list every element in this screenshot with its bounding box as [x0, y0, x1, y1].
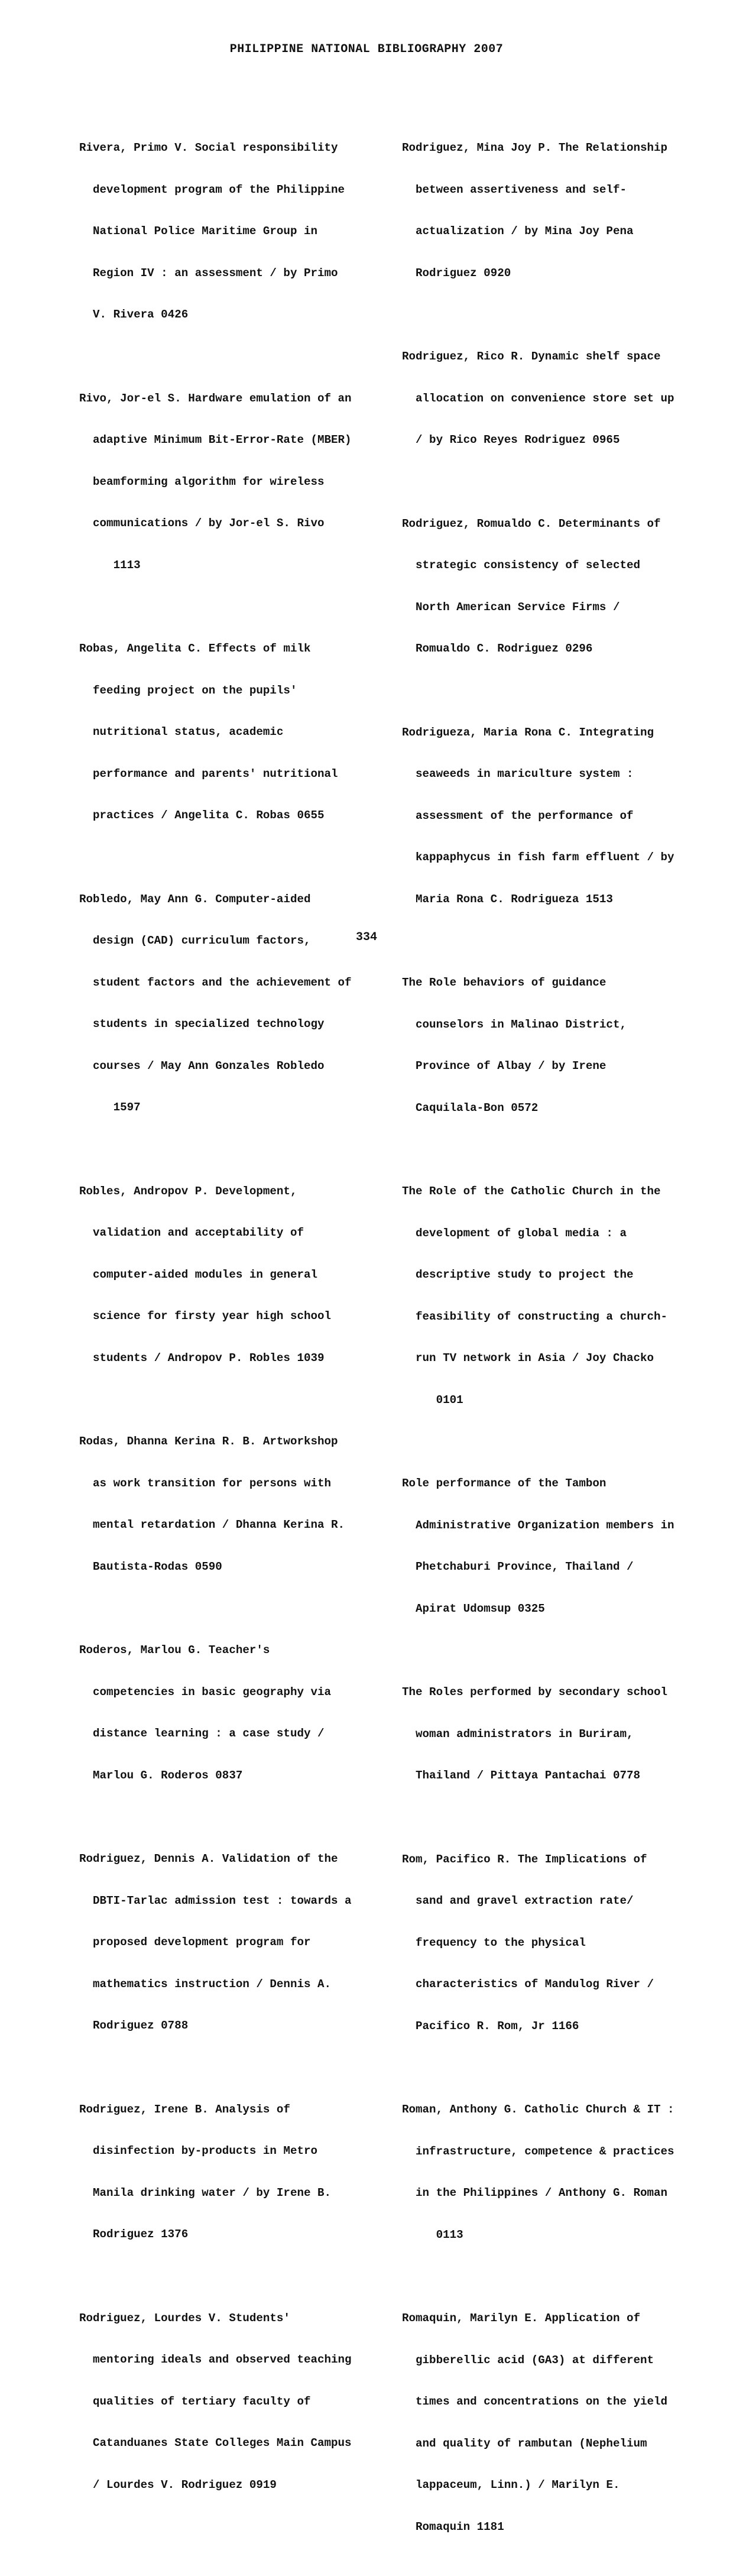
entry-line: courses / May Ann Gonzales Robledo	[79, 1059, 325, 1072]
entry-line: science for firsty year high school	[79, 1310, 332, 1323]
entry-line: design (CAD) curriculum factors,	[79, 934, 311, 947]
entry-line: 1113	[79, 558, 141, 572]
bibliography-entry	[402, 322, 715, 475]
entry-line: in the Philippines / Anthony G. Roman	[402, 2186, 668, 2199]
entry-line: mental retardation / Dhanna Kerina R.	[79, 1518, 345, 1531]
bibliography-entry	[402, 114, 715, 308]
entry-line: actualization / by Mina Joy Pena	[402, 225, 634, 238]
entry-line: strategic consistency of selected	[402, 559, 641, 572]
entry-line: Robles, Andropov P. Development,	[79, 1184, 297, 1198]
bibliography-entry	[402, 948, 715, 1143]
entry-line: Rodriguez 0920	[402, 266, 511, 280]
bibliography-entry	[402, 1658, 715, 1811]
entry-line: students in specialized technology	[79, 1018, 325, 1031]
entry-line: Rodriguez, Mina Joy P. The Relationship	[402, 141, 668, 154]
bibliography-entry	[402, 1157, 715, 1435]
entry-line: kappaphycus in fish farm effluent / by	[402, 851, 674, 864]
entry-line: Rodriguez, Rico R. Dynamic shelf space	[402, 350, 661, 363]
entry-line: Apirat Udomsup 0325	[402, 1602, 545, 1615]
entry-line: 0101	[402, 1393, 463, 1407]
page-title: PHILIPPINE NATIONAL BIBLIOGRAPHY 2007	[229, 43, 504, 56]
entry-line: lappaceum, Linn.) / Marilyn E.	[402, 2478, 620, 2491]
entry-line: Rodas, Dhanna Kerina R. B. Artworkshop	[79, 1435, 338, 1448]
bibliography-entry	[79, 865, 393, 1143]
bibliography-entry	[79, 1157, 393, 1394]
entry-line: 1597	[79, 1101, 141, 1114]
entry-line: Robledo, May Ann G. Computer-aided	[79, 892, 311, 906]
entry-line: Rivera, Primo V. Social responsibility	[79, 141, 338, 154]
entry-line: 0113	[402, 2228, 463, 2241]
entry-line: Roman, Anthony G. Catholic Church & IT :	[402, 2103, 674, 2116]
entry-line: Romaquin 1181	[402, 2520, 504, 2533]
entry-line: beamforming algorithm for wireless	[79, 475, 325, 488]
entry-line: DBTI-Tarlac admission test : towards a	[79, 1894, 352, 1907]
entry-line: National Police Maritime Group in	[79, 225, 318, 238]
entry-line: allocation on convenience store set up	[402, 391, 674, 405]
entry-line: validation and acceptability of	[79, 1226, 304, 1239]
entry-line: run TV network in Asia / Joy Chacko	[402, 1352, 654, 1365]
bibliography-entry	[402, 1449, 715, 1644]
entry-line: Pacifico R. Rom, Jr 1166	[402, 2019, 579, 2033]
entry-line: and quality of rambutan (Nephelium	[402, 2436, 647, 2450]
entry-line: development of global media : a	[402, 1226, 627, 1240]
entry-line: The Role of the Catholic Church in the	[402, 1185, 661, 1198]
entry-line: Rodriguez 1376	[79, 2228, 189, 2241]
entry-line: proposed development program for	[79, 1936, 311, 1949]
entry-line: characteristics of Mandulog River /	[402, 1978, 654, 1991]
entry-line: Maria Rona C. Rodrigueza 1513	[402, 892, 613, 906]
bibliography-entry	[79, 1407, 393, 1602]
bibliography-entry	[402, 698, 715, 935]
entry-line: competencies in basic geography via	[79, 1685, 332, 1699]
entry-line: communications / by Jor-el S. Rivo	[79, 517, 325, 530]
bibliography-entry	[79, 364, 393, 601]
entry-line: qualities of tertiary faculty of	[79, 2394, 311, 2408]
entry-line: Rodrigueza, Maria Rona C. Integrating	[402, 725, 654, 739]
left-column	[79, 114, 393, 2534]
entry-line: Rom, Pacifico R. The Implications of	[402, 1852, 647, 1866]
entry-line: mentoring ideals and observed teaching	[79, 2353, 352, 2366]
bibliography-entry	[402, 490, 715, 684]
page-number: 334	[355, 931, 377, 944]
entry-line: Region IV : an assessment / by Primo	[79, 266, 338, 280]
entry-line: practices / Angelita C. Robas 0655	[79, 809, 325, 822]
bibliography-entry	[79, 114, 393, 350]
entry-line: counselors in Malinao District,	[402, 1018, 627, 1031]
right-column	[402, 114, 715, 2576]
entry-line: Caquilala-Bon 0572	[402, 1101, 539, 1114]
entry-line: nutritional status, academic	[79, 725, 284, 738]
entry-line: student factors and the achievement of	[79, 976, 352, 989]
entry-line: Thailand / Pittaya Pantachai 0778	[402, 1769, 641, 1782]
entry-line: Administrative Organization members in	[402, 1518, 674, 1532]
entry-line: / by Rico Reyes Rodriguez 0965	[402, 433, 620, 446]
entry-line: infrastructure, competence & practices	[402, 2144, 674, 2158]
entry-line: North American Service Firms /	[402, 600, 620, 614]
entry-line: Rivo, Jor-el S. Hardware emulation of an	[79, 391, 352, 405]
entry-line: adaptive Minimum Bit-Error-Rate (MBER)	[79, 433, 352, 446]
entry-line: Phetchaburi Province, Thailand /	[402, 1560, 634, 1573]
entry-line: woman administrators in Buriram,	[402, 1727, 634, 1741]
entry-line: Manila drinking water / by Irene B.	[79, 2186, 332, 2199]
entry-line: disinfection by-products in Metro	[79, 2144, 318, 2157]
bibliography-entry	[402, 2075, 715, 2270]
entry-line: descriptive study to project the	[402, 1268, 634, 1281]
entry-line: seaweeds in mariculture system :	[402, 767, 634, 780]
entry-line: computer-aided modules in general	[79, 1268, 318, 1281]
entry-line: development program of the Philippine	[79, 183, 345, 196]
bibliography-entry	[402, 1825, 715, 2062]
entry-line: / Lourdes V. Rodriguez 0919	[79, 2478, 277, 2491]
entry-line: assessment of the performance of	[402, 809, 634, 822]
bibliography-entry	[79, 614, 393, 851]
entry-line: gibberellic acid (GA3) at different	[402, 2353, 654, 2367]
entry-line: performance and parents' nutritional	[79, 767, 338, 780]
entry-line: Rodriguez 0788	[79, 2019, 189, 2032]
entry-line: The Roles performed by secondary school	[402, 1686, 668, 1699]
entry-line: times and concentrations on the yield	[402, 2395, 668, 2408]
entry-line: Romaquin, Marilyn E. Application of	[402, 2312, 641, 2325]
entry-line: Catanduanes State Colleges Main Campus	[79, 2436, 352, 2449]
entry-line: frequency to the physical	[402, 1936, 586, 1949]
entry-line: as work transition for persons with	[79, 1476, 332, 1490]
entry-line: Robas, Angelita C. Effects of milk	[79, 642, 311, 655]
entry-line: sand and gravel extraction rate/	[402, 1894, 634, 1907]
entry-line: between assertiveness and self-	[402, 183, 627, 196]
entry-line: V. Rivera 0426	[79, 308, 189, 321]
entry-line: Rodriguez, Lourdes V. Students'	[79, 2311, 290, 2325]
entry-line: Rodriguez, Irene B. Analysis of	[79, 2102, 290, 2116]
entry-line: Province of Albay / by Irene	[402, 1059, 606, 1072]
entry-line: Rodriguez, Romualdo C. Determinants of	[402, 517, 661, 530]
entry-line: Bautista-Rodas 0590	[79, 1560, 222, 1573]
entry-line: feeding project on the pupils'	[79, 683, 297, 697]
entry-line: The Role behaviors of guidance	[402, 976, 606, 989]
bibliography-entry	[79, 1616, 393, 1810]
entry-line: Roderos, Marlou G. Teacher's	[79, 1644, 270, 1657]
entry-line: students / Andropov P. Robles 1039	[79, 1351, 325, 1365]
entry-line: distance learning : a case study /	[79, 1727, 325, 1740]
bibliography-entry	[79, 2284, 393, 2520]
entry-line: Romualdo C. Rodriguez 0296	[402, 642, 593, 655]
bibliography-entry	[79, 1825, 393, 2061]
bibliography-entry	[402, 2284, 715, 2562]
entry-line: mathematics instruction / Dennis A.	[79, 1977, 332, 1991]
entry-line: Role performance of the Tambon	[402, 1477, 606, 1490]
entry-line: Marlou G. Roderos 0837	[79, 1768, 243, 1782]
entry-line: feasibility of constructing a church-	[402, 1310, 668, 1323]
entry-line: Rodriguez, Dennis A. Validation of the	[79, 1852, 338, 1865]
bibliography-entry	[79, 2075, 393, 2270]
